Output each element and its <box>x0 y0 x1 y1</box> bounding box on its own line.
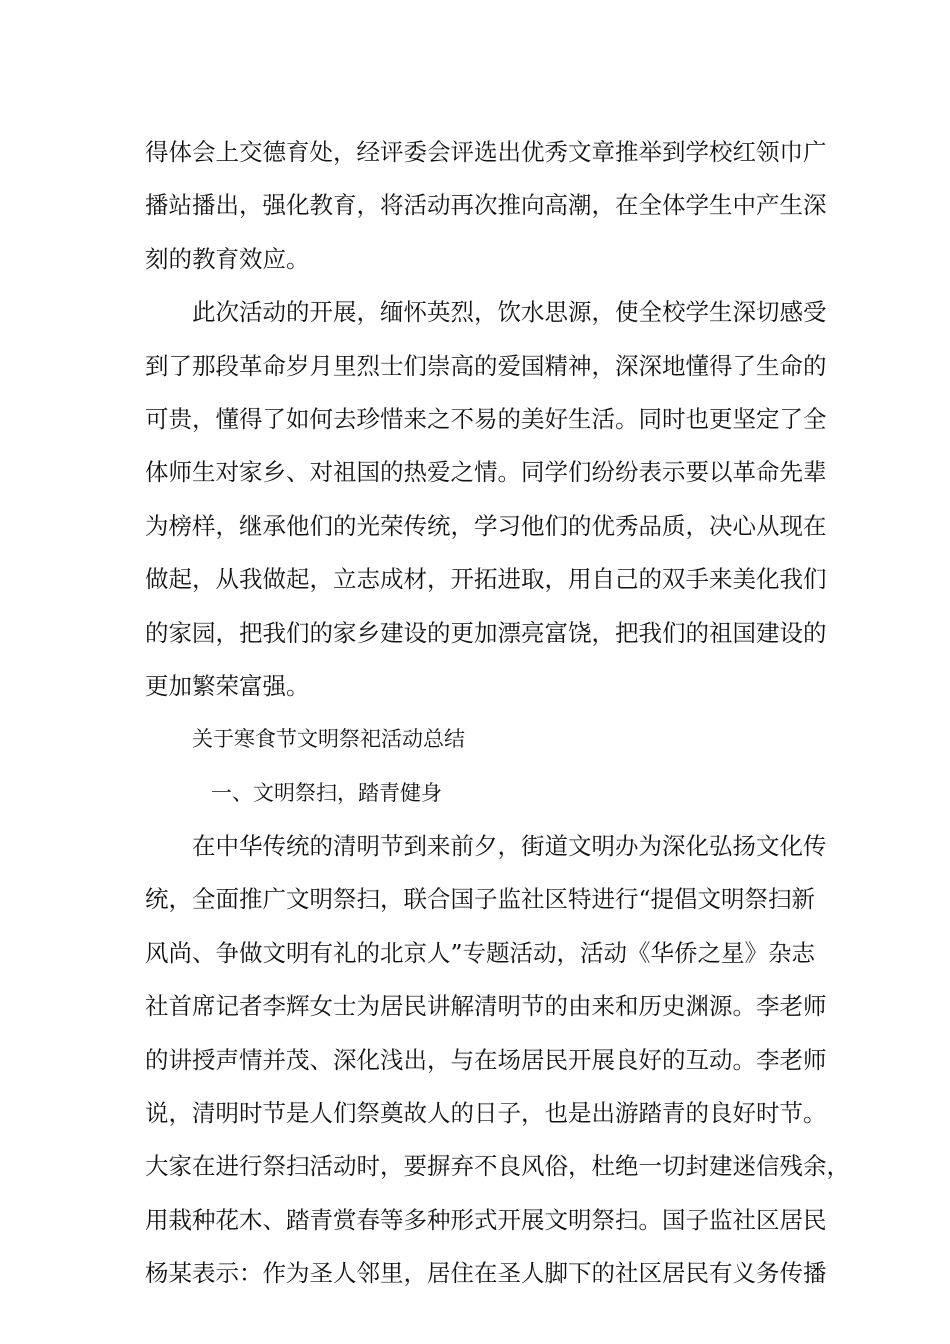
text-line: 在中华传统的清明节到来前夕，街道文明办为深化弘扬文化传 <box>192 832 827 861</box>
text-line: 风尚、争做文明有礼的北京人”专题活动，活动《华侨之星》杂志 <box>145 938 816 967</box>
paragraph-continuation <box>145 126 827 286</box>
text-line: 播站播出，强化教育，将活动再次推向高潮，在全体学生中产生深 <box>145 191 827 220</box>
text-line: 更加繁荣富强。 <box>145 671 310 700</box>
text-line: 用栽种花木、踏青赏春等多种形式开展文明祭扫。国子监社区居民 <box>145 1205 827 1234</box>
text-line: 杨某表示：作为圣人邻里，居住在圣人脚下的社区居民有义务传播 <box>145 1259 827 1288</box>
text-line: 做起，从我做起，立志成材，开拓进取，用自己的双手来美化我们 <box>145 565 827 594</box>
heading-line: 关于寒食节文明祭祀活动总结 <box>192 727 465 752</box>
paragraph-activity-summary <box>145 286 827 713</box>
text-line: 到了那段革命岁月里烈士们崇高的爱国精神，深深地懂得了生命的 <box>145 351 827 380</box>
section-subtitle <box>145 767 811 820</box>
text-line: 此次活动的开展，缅怀英烈，饮水思源，使全校学生深切感受 <box>192 298 827 327</box>
section-title <box>145 713 811 766</box>
text-line: 的讲授声情并茂、深化浅出，与在场居民开展良好的互动。李老师 <box>145 1045 827 1074</box>
subheading-line: 一、文明祭扫，踏青健身 <box>211 780 442 805</box>
text-line: 社首席记者李辉女士为居民讲解清明节的由来和历史渊源。李老师 <box>145 992 827 1021</box>
paragraph-qingming <box>145 820 850 1301</box>
text-line: 刻的教育效应。 <box>145 244 310 273</box>
text-line: 可贵，懂得了如何去珍惜来之不易的美好生活。同时也更坚定了全 <box>145 404 827 433</box>
document-body <box>145 126 850 1301</box>
text-line: 说，清明时节是人们祭奠故人的日子，也是出游踏青的良好时节。 <box>145 1099 827 1128</box>
text-line: 为榜样，继承他们的光荣传统，学习他们的优秀品质，决心从现在 <box>145 511 827 540</box>
text-line: 大家在进行祭扫活动时，要摒弃不良风俗，杜绝一切封建迷信残余， <box>145 1152 850 1181</box>
text-line: 得体会上交德育处，经评委会评选出优秀文章推举到学校红领巾广 <box>145 138 827 166</box>
text-line: 的家园，把我们的家乡建设的更加漂亮富饶，把我们的祖国建设的 <box>145 618 827 647</box>
text-line: 统，全面推广文明祭扫，联合国子监社区特进行“提倡文明祭扫新 <box>145 885 816 914</box>
text-line: 体师生对家乡、对祖国的热爱之情。同学们纷纷表示要以革命先辈 <box>145 458 827 487</box>
